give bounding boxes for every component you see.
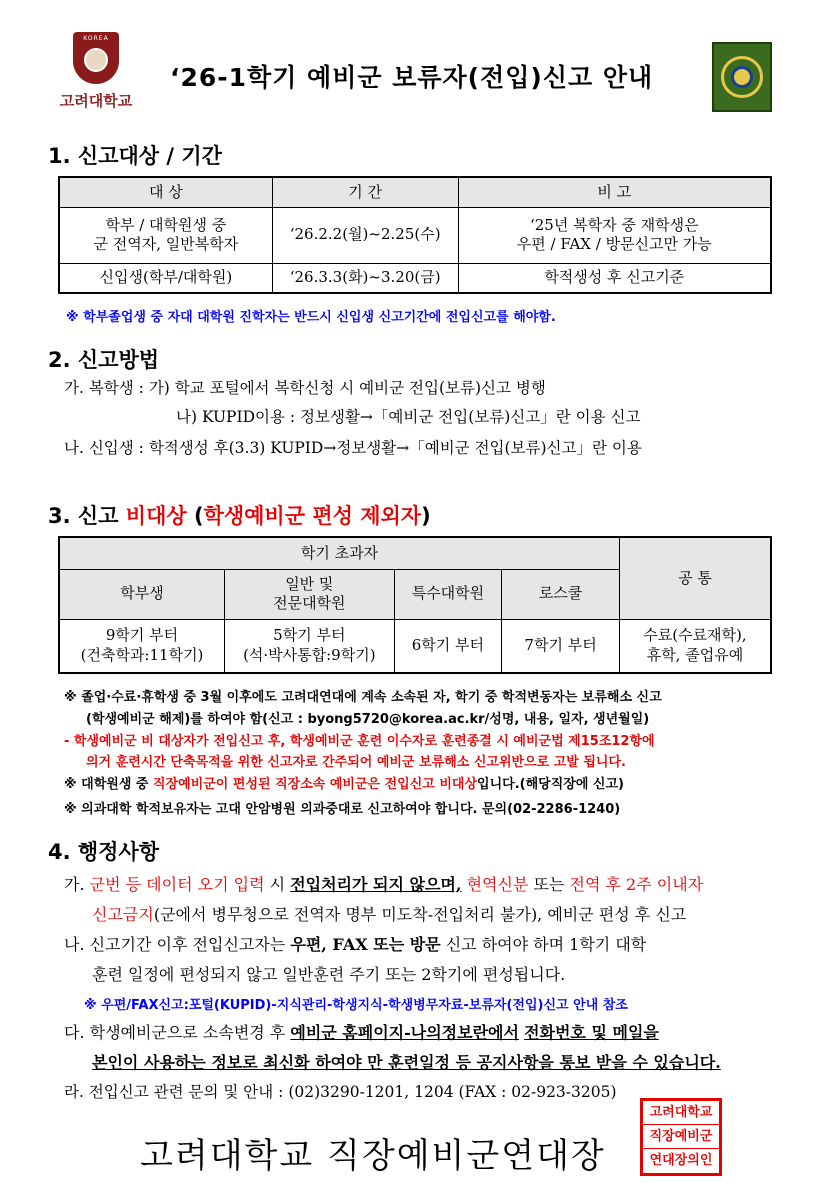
method-returning-1: 가. 복학생 : 가) 학교 포털에서 복학신청 시 예비군 전입(보류)신고 병행 xyxy=(64,379,546,397)
exclusion-note-3: ※ 대학원생 중 직장예비군이 편성된 직장소속 예비군은 전입신고 비대상입니다.(해당직장에 신고) xyxy=(64,777,624,792)
section3-heading: 3. 신고 비대상 (학생예비군 편성 제외자) xyxy=(48,504,431,528)
col-target: 대 상 xyxy=(59,177,272,207)
method-returning-2: 나) KUPID이용 : 정보생활→「예비군 전입(보류)신고」란 이용 신고 xyxy=(176,408,641,426)
graduate-cell: 5학기 부터 (석·박사통합:9학기) xyxy=(225,619,395,673)
table-row xyxy=(59,207,771,263)
target-cell: 학부 / 대학원생 중 군 전역자, 일반복학자 xyxy=(59,207,272,263)
admin-item-ra: 라. 전입신고 관련 문의 및 안내 : (02)3290-1201, 1204 (FAX : 02-923-3205) xyxy=(64,1083,617,1101)
tiger-icon xyxy=(84,48,108,72)
admin-item-ga-cont: 신고금지(군에서 병무청으로 전역자 명부 미도착-전입처리 불가), 예비군 편성 후 신고 xyxy=(92,905,687,924)
section4-heading: 4. 행정사항 xyxy=(48,840,160,864)
col-special-grad: 특수대학원 xyxy=(394,569,502,619)
admin-item-da: 다. 학생예비군으로 소속변경 후 예비군 홈페이지-나의정보란에서 전화번호 및 메일을 xyxy=(64,1023,659,1042)
header-common: 공 통 xyxy=(619,537,771,619)
exclusion-warning: - 학생예비군 비 대상자가 전입신고 후, 학생예비군 훈련 이수자로 훈련종결 시 예비군법 제15조12항에 xyxy=(64,734,655,749)
col-graduate: 일반 및 전문대학원 xyxy=(225,569,395,619)
portal-guide-note: ※ 우편/FAX신고:포털(KUPID)-지식관리-학생지식-학생병무자료-보류자(전입)신고 안내 참조 xyxy=(84,998,628,1013)
table-row xyxy=(59,263,771,293)
section1-heading: 1. 신고대상 / 기간 xyxy=(48,144,222,168)
common-cell: 수료(수료재학), 휴학, 졸업유예 xyxy=(619,619,771,673)
header-exceeded-semesters: 학기 초과자 xyxy=(59,537,619,569)
admin-item-ga: 가. 군번 등 데이터 오기 입력 시 전입처리가 되지 않으며, 현역신분 또는 전역 후 2주 이내자 xyxy=(64,875,704,894)
official-seal-stamp: 고려대학교 직장예비군 연대장의인 xyxy=(640,1098,722,1176)
section2-heading: 2. 신고방법 xyxy=(48,348,160,372)
issuer-title: 고려대학교 직장예비군연대장 xyxy=(140,1136,606,1176)
note-cell: ‘25년 복학자 중 재학생은 우편 / FAX / 방문신고만 가능 xyxy=(458,207,771,263)
law-school-cell: 7학기 부터 xyxy=(502,619,620,673)
reserve-forces-emblem-icon xyxy=(712,42,772,112)
col-note: 비 고 xyxy=(458,177,771,207)
col-period: 기 간 xyxy=(272,177,458,207)
ku-shield-icon xyxy=(73,32,119,84)
admin-item-na: 나. 신고기간 이후 전입신고자는 우편, FAX 또는 방문 신고 하여야 하며 1학기 대학 xyxy=(64,935,647,954)
ku-shield-text: KOREA xyxy=(83,35,109,42)
period-cell: ‘26.2.2(월)~2.25(수) xyxy=(272,207,458,263)
undergrad-cell: 9학기 부터 (건축학과:11학기) xyxy=(59,619,225,673)
target-cell: 신입생(학부/대학원) xyxy=(59,263,272,293)
note-cell: 학적생성 후 신고기준 xyxy=(458,263,771,293)
report-period-table xyxy=(58,176,772,294)
exclusion-note-4: ※ 의과대학 학적보유자는 고대 안암병원 의과중대로 신고하여야 합니다. 문의(02-2286-1240) xyxy=(64,802,621,817)
table-row xyxy=(59,619,771,673)
period-cell: ‘26.3.3(화)~3.20(금) xyxy=(272,263,458,293)
section1-footnote: ※ 학부졸업생 중 자대 대학원 진학자는 반드시 신입생 신고기간에 전입신고를 해야함. xyxy=(66,310,556,325)
col-law-school: 로스쿨 xyxy=(502,569,620,619)
method-freshman: 나. 신입생 : 학적생성 후(3.3) KUPID→정보생활→「예비군 전입(보류)신고」란 이용 xyxy=(64,439,642,457)
admin-item-na-cont: 훈련 일정에 편성되지 않고 일반훈련 주기 또는 2학기에 편성됩니다. xyxy=(92,965,566,984)
ku-logo-name: 고려대학교 xyxy=(59,92,133,110)
special-grad-cell: 6학기 부터 xyxy=(394,619,502,673)
admin-item-da-cont: 본인이 사용하는 정보로 최신화 하여야 만 훈련일정 등 공지사항을 통보 받을 수 있습니다. xyxy=(92,1053,721,1072)
exclusion-note-1: ※ 졸업·수료·휴학생 중 3월 이후에도 고려대연대에 계속 소속된 자, 학기 중 학적변동자는 보류해소 신고 xyxy=(64,690,662,705)
korea-university-logo xyxy=(52,32,140,110)
exclusion-table xyxy=(58,536,772,674)
exclusion-note-1-cont: (학생예비군 해제)를 하여야 함(신고 : byong5720@korea.ac.kr/성명, 내용, 일자, 생년월일) xyxy=(86,712,650,727)
page-title: ‘26-1학기 예비군 보류자(전입)신고 안내 xyxy=(170,63,654,92)
exclusion-warning-cont: 의거 훈련시간 단축목적을 위한 신고자로 간주되어 예비군 보류해소 신고위반으로 고발 됩니다. xyxy=(86,755,626,770)
col-undergrad: 학부생 xyxy=(59,569,225,619)
